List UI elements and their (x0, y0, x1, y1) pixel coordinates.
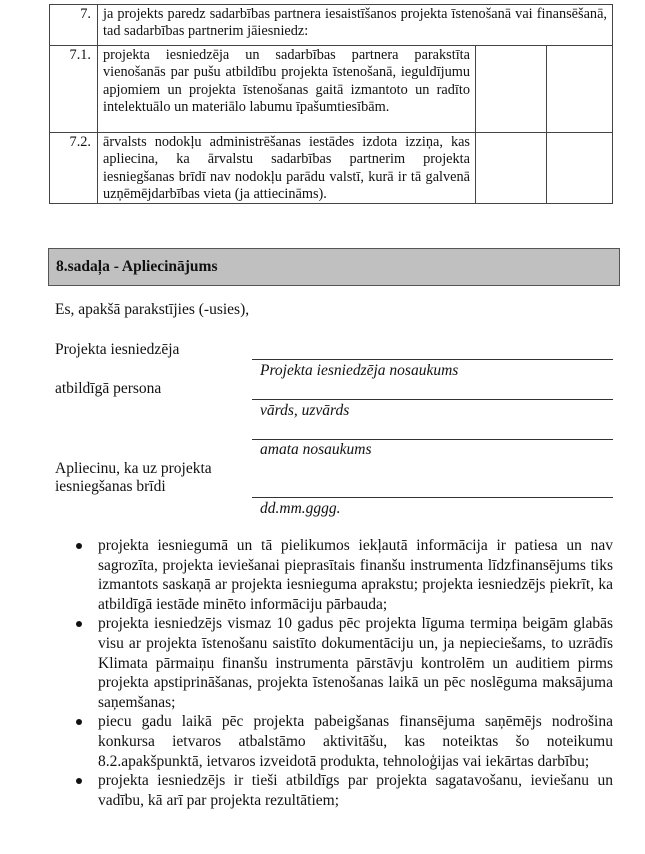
list-item-text: projekta iesniegumā un tā pielikumos iekļautā informācija ir patiesa un nav sagrozīta, projekta ieviešanai pieprasītais finanšu instrumenta līdzfinansējums tiks izmantots saskaņā ar projekta iesnieguma aprakstu; projekta iesniedzējs piekrīt, ka atbildīgā iestāde minēto informāciju pārbauda; (98, 537, 613, 613)
position-line[interactable] (252, 439, 613, 440)
person-name-line[interactable] (252, 399, 613, 400)
bullet-icon (76, 621, 82, 627)
row-number: 7.1. (50, 46, 98, 133)
empty-cell[interactable] (547, 133, 613, 204)
list-item-text: projekta iesniedzējs ir tieši atbildīgs par projekta sagatavošanu, ieviešanu un vadību, kā arī par projekta rezultātiem; (98, 772, 613, 809)
list-item (70, 536, 613, 614)
bullet-icon (76, 778, 82, 784)
row-text-content: ārvalsts nodokļu administrēšanas iestādes izdota izziņa, kas apliecina, ka ārvalstu sadarbības partnerim projekta iesniegšanas brīdī nav nodokļu parādu valstī, kurā ir tā galvenā uzņēmējdarbības vieta (ja attiecināms). (103, 134, 470, 202)
declaration-list (70, 536, 613, 810)
list-item (70, 614, 613, 712)
row-text-content: projekta iesniedzēja un sadarbības partnera parakstīta vienošanās par pušu atbildību projekta īstenošanā, ieguldījumu apjomiem un projekta īstenošanas gaitā izmantoto un radīto intelektuālo un materiālo labumu īpašumtiesībām. (103, 47, 470, 115)
list-item (70, 712, 613, 771)
position-caption: amata nosaukums (260, 441, 372, 458)
label-certify-line1: Apliecinu, ka uz projekta (55, 460, 212, 477)
date-caption: dd.mm.gggg. (260, 500, 341, 517)
list-item-text: piecu gadu laikā pēc projekta pabeigšanas finansējuma saņēmējs nodrošina konkursa ietvaros atbalstāmo aktivitāšu, kas noteiktas šo noteikumu 8.2.apakšpunktā, ietvaros izveidotā produkta, tehnoloģijas vai iekārtas darbību; (98, 713, 613, 770)
row-number: 7.2. (50, 133, 98, 204)
label-applicant: Projekta iesniedzēja (55, 341, 180, 358)
person-name-caption: vārds, uzvārds (260, 402, 350, 419)
list-item (70, 771, 613, 810)
empty-cell[interactable] (476, 46, 547, 133)
date-line[interactable] (252, 497, 613, 498)
applicant-name-caption: Projekta iesniedzēja nosaukums (260, 362, 459, 379)
table-row (50, 46, 613, 133)
row-text (98, 133, 476, 204)
bullet-icon (76, 543, 82, 549)
section-header: 8.sadaļa - Apliecinājums (48, 248, 620, 286)
empty-cell[interactable] (547, 46, 613, 133)
row-text (98, 5, 613, 46)
row-text (98, 46, 476, 133)
declaration-intro: Es, apakšā parakstījies (-usies), (55, 301, 250, 318)
table-row (50, 133, 613, 204)
list-item-text: projekta iesniedzējs vismaz 10 gadus pēc projekta līguma termiņa beigām glabās visu ar projekta īstenošanu saistīto dokumentāciju un, ja nepieciešams, to uzrādīs Klimata pārmaiņu finanšu instrumenta pārstāvju kontrolēm un auditiem pirms projekta apstiprināšanas, projekta īstenošanas laikā un pēc noslēguma maksājuma saņemšanas; (98, 615, 613, 711)
row-text-content: ja projekts paredz sadarbības partnera iesaistīšanos projekta īstenošanā vai finansēšanā, tad sadarbības partnerim jāiesniedz: (103, 6, 607, 40)
row-number: 7. (50, 5, 98, 46)
empty-cell[interactable] (476, 133, 547, 204)
applicant-name-line[interactable] (252, 359, 613, 360)
label-certify-line2: iesniegšanas brīdi (55, 478, 166, 495)
requirements-table (49, 4, 613, 204)
table-row (50, 5, 613, 46)
bullet-icon (76, 719, 82, 725)
label-responsible-person: atbildīgā persona (55, 380, 162, 397)
